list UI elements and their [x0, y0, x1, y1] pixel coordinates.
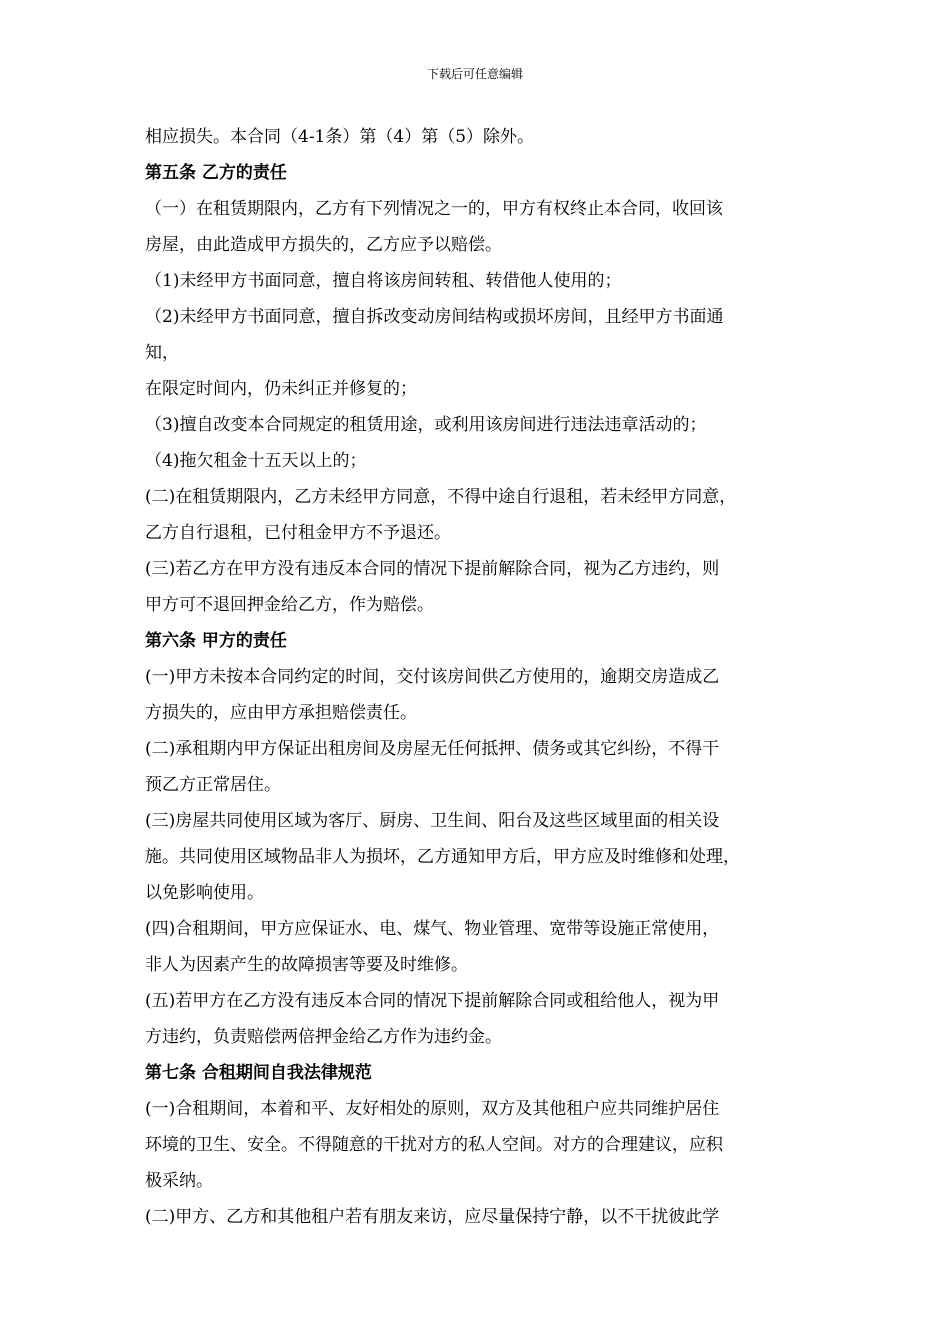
- paragraph-line: 施。共同使用区域物品非人为损坏，乙方通知甲方后，甲方应及时维修和处理，: [145, 847, 740, 867]
- paragraph-line: (五)若甲方在乙方没有违反本合同的情况下提前解除合同或租给他人，视为甲: [145, 991, 720, 1011]
- paragraph-line: 以免影响使用。: [145, 883, 264, 903]
- paragraph-line: 在限定时间内，仍未纠正并修复的；: [145, 379, 417, 399]
- paragraph-line: (二)承租期内甲方保证出租房间及房屋无任何抵押、债务或其它纠纷，不得干: [145, 739, 720, 759]
- paragraph-line: 环境的卫生、安全。不得随意的干扰对方的私人空间。对方的合理建议，应积: [145, 1135, 723, 1155]
- paragraph-line: （3)擅自改变本合同规定的租赁用途，或利用该房间进行违法违章活动的；: [145, 415, 707, 435]
- page-header-note: 下载后可任意编辑: [426, 67, 523, 81]
- paragraph-line: 知，: [145, 343, 179, 363]
- paragraph-line: 相应损失。本合同（4-1条）第（4）第（5）除外。: [145, 127, 535, 147]
- paragraph-line: 甲方可不退回押金给乙方，作为赔偿。: [145, 595, 434, 615]
- paragraph-line: 方损失的，应由甲方承担赔偿责任。: [145, 703, 417, 723]
- paragraph-line: (三)若乙方在甲方没有违反本合同的情况下提前解除合同，视为乙方违约，则: [145, 559, 720, 579]
- paragraph-line: （4)拖欠租金十五天以上的；: [145, 451, 367, 471]
- section-heading-article-5: 第五条 乙方的责任: [145, 163, 287, 183]
- document-body: [145, 119, 825, 1235]
- paragraph-line: 乙方自行退租，已付租金甲方不予退还。: [145, 523, 451, 543]
- paragraph-line: 方违约，负责赔偿两倍押金给乙方作为违约金。: [145, 1027, 502, 1047]
- paragraph-line: (二)甲方、乙方和其他租户若有朋友来访，应尽量保持宁静，以不干扰彼此学: [145, 1207, 720, 1227]
- paragraph-line: (一)甲方未按本合同约定的时间，交付该房间供乙方使用的，逾期交房造成乙: [145, 667, 720, 687]
- paragraph-line: (二)在租赁期限内，乙方未经甲方同意，不得中途自行退租，若未经甲方同意，: [145, 487, 737, 507]
- paragraph-line: (一)合租期间，本着和平、友好相处的原则，双方及其他租户应共同维护居住: [145, 1099, 720, 1119]
- section-heading-article-6: 第六条 甲方的责任: [145, 631, 287, 651]
- paragraph-line: （一）在租赁期限内，乙方有下列情况之一的，甲方有权终止本合同，收回该: [145, 199, 723, 219]
- paragraph-line: (三)房屋共同使用区域为客厅、厨房、卫生间、阳台及这些区域里面的相关设: [145, 811, 720, 831]
- paragraph-line: （2)未经甲方书面同意，擅自拆改变动房间结构或损坏房间，且经甲方书面通: [145, 307, 724, 327]
- paragraph-line: (四)合租期间，甲方应保证水、电、煤气、物业管理、宽带等设施正常使用，: [145, 919, 720, 939]
- paragraph-line: 预乙方正常居住。: [145, 775, 281, 795]
- paragraph-line: 非人为因素产生的故障损害等要及时维修。: [145, 955, 468, 975]
- paragraph-line: 极采纳。: [145, 1171, 213, 1191]
- paragraph-line: （1)未经甲方书面同意，擅自将该房间转租、转借他人使用的；: [145, 271, 622, 291]
- paragraph-line: 房屋，由此造成甲方损失的，乙方应予以赔偿。: [145, 235, 502, 255]
- section-heading-article-7: 第七条 合租期间自我法律规范: [145, 1063, 372, 1083]
